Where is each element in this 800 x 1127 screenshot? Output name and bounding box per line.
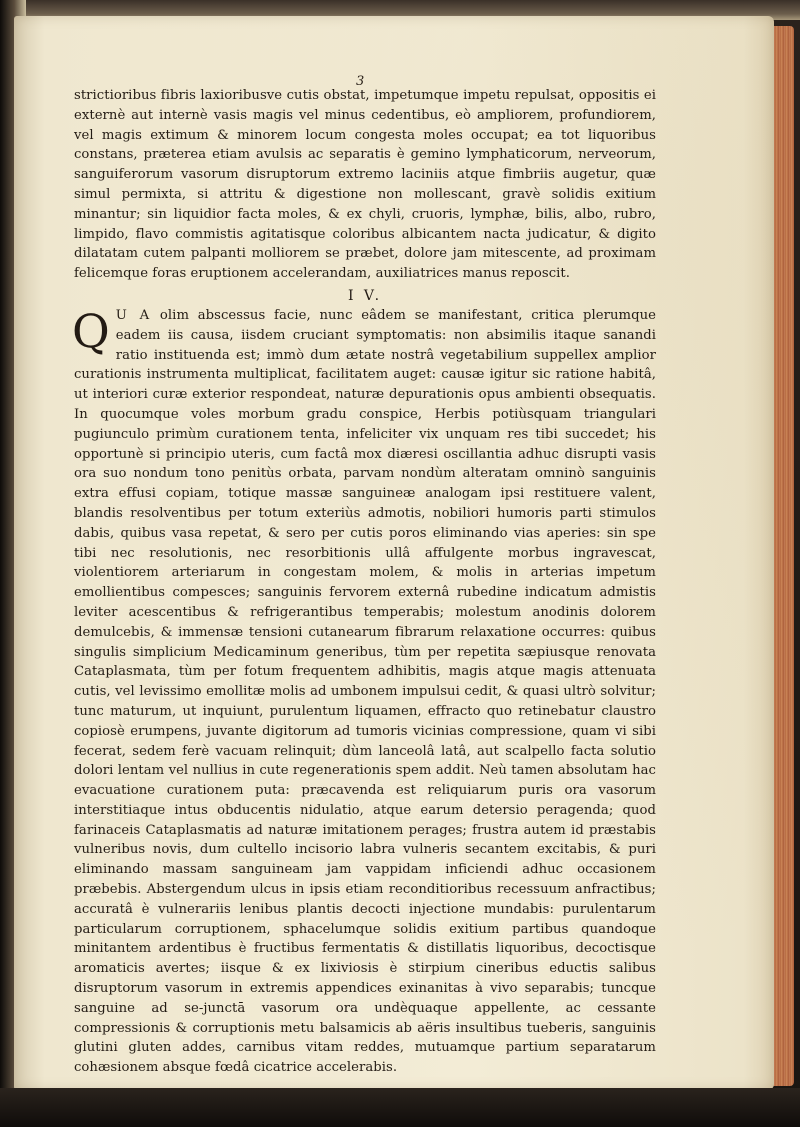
lead-in: U A <box>115 307 152 323</box>
drop-capital: Q <box>72 303 110 358</box>
page-number: 3 <box>356 74 365 89</box>
paragraph-2 <box>72 303 656 1078</box>
paragraph-1: strictioribus fibris laxioribusve cutis obstat, impetumque impetu repulsat, oppositis ei externè aut internè vasis magis vel minus cedentibus, eò ampliorem, profundiorem, vel magis extimum & minorem locum congesta moles occupat; ea tot liquoribus constans, præterea etiam avulsis ac separatis è gemino lymphaticorum, nerveorum, sanguiferorum vasorum disruptorum extremo laciniis atque fimbriis augetur, quæ simul permixta, si attritu & digestione non mollescant, gravè solidis exitium minantur; sin liquidior facta moles, & ex chyli, cruoris, lymphæ, bilis, albo, rubro, limpido, flavo commistis agitatisque coloribus albicantem nacta judicatur, & digito dilatatam cutem palpanti molliorem se præbet, dolore jam mitescente, ad proximam felicemque foras eruptionem accelerandam, auxiliatrices manus reposcit. <box>74 88 656 282</box>
page-text-block <box>74 86 656 1078</box>
bottom-shadow <box>0 1088 800 1127</box>
paragraph-2-body: olim abscessus facie, nunc eâdem se manifestant, critica plerumque eadem iis causa, iisdem cruciant symptomatis: non absimilis itaque sanandi ratio instituenda est; immò dum ætate nostrâ vegetabilium suppellex amplior curationis instrumenta multiplicat, facilitatem auget: causæ igitur sic ratione habitâ, ut interiori curæ exterior respondeat, naturæ depurationis opus ambienti obsequatis. In quocumque voles morbum gradu conspice, Herbis potiùsquam triangulari pugiunculo primùm curationem tenta, infeliciter vix unquam res tibi succedet; his opportunè si principio uteris, cum factâ mox diæresi oscillantia adhuc disrupti vasis ora suo nondum tono penitùs orbata, parvam nondùm alteratam omninò sanguinis extra effusi copiam, totique massæ sanguineæ analogam ipsi restituere valent, blandis resolventibus per totum exteriùs admotis, nobiliori humoris parti stimulos dabis, quibus vasa repetat, & sero per cutis poros eliminando vias aperies: sin spe tibi nec resolutionis, nec resorbitionis ullâ affulgente morbus ingravescat, violentiorem arteriarum in congestam molem, & molis in arterias impetum emollientibus compesces; sanguinis fervorem externâ rubedine indicatum admistis leviter acescentibus & refrigerantibus temperabis; molestum anodinis dolorem demulcebis, & immensæ tensioni cutanearum fibrarum relaxatione occurres: quibus singulis simplicium Medicaminum generibus, tùm per repetita sæpiusque renovata Cataplasmata, tùm per fotum frequentem adhibitis, magis atque magis attenuata cutis, vel levissimo emollitæ molis ad umbonem impulsui cedit, & quasi ultrò solvitur; tunc maturum, ut inquiunt, purulentum liquamen, effracto quo retinebatur claustro copiosè erumpens, juvante digitorum ad tumoris vicinias compressione, quam vi sibi fecerat, sedem ferè vacuam relinquit; dùm lanceolâ latâ, aut scalpello facta solutio dolori lentam vel nullius in cute regenerationis spem addit. Neù tamen absolutam hac evacuatione curationem puta: præcavenda est reliquiarum puris ora vasorum interstitiaque intus obducentis nidulatio, atque earum detersio peragenda; quod farinaceis Cataplasmatis ad naturæ imitationem perages; frustra autem id præstabis vulneribus novis, dum cultello incisorio labra vulneris secantem excitabis, & puri eliminando massam sanguineam jam vappidam inficiendi adhuc occasionem præbebis. Abstergendum ulcus in ipsis etiam reconditioribus recessuum anfractibus; accuratâ è vulnerariis lenibus plantis decocti injectione mundabis: purulentarum particularum corruptionem, sphacelumque solidis exitium partibus quandoque minitantem ardentibus è fructibus fermentatis & distillatis liquoribus, decoctisque aromaticis avertes; iisque & ex lixiviosis è stirpium cineribus eductis salibus disruptorum vasorum in extremis appendices exinanitas à vivo separabis; tuncque sanguine ad se-junctā vasorum ora undèquaque appellente, ac cessante compressionis & corruptionis metu balsamicis ab aëris insultibus tueberis, sanguinis glutini gluten addes, carnibus vitam reddes, mutuamque partium separatarum cohæsionem absque fœdâ cicatrice accelerabis. <box>74 307 656 1076</box>
section-heading: I V. <box>347 287 383 304</box>
